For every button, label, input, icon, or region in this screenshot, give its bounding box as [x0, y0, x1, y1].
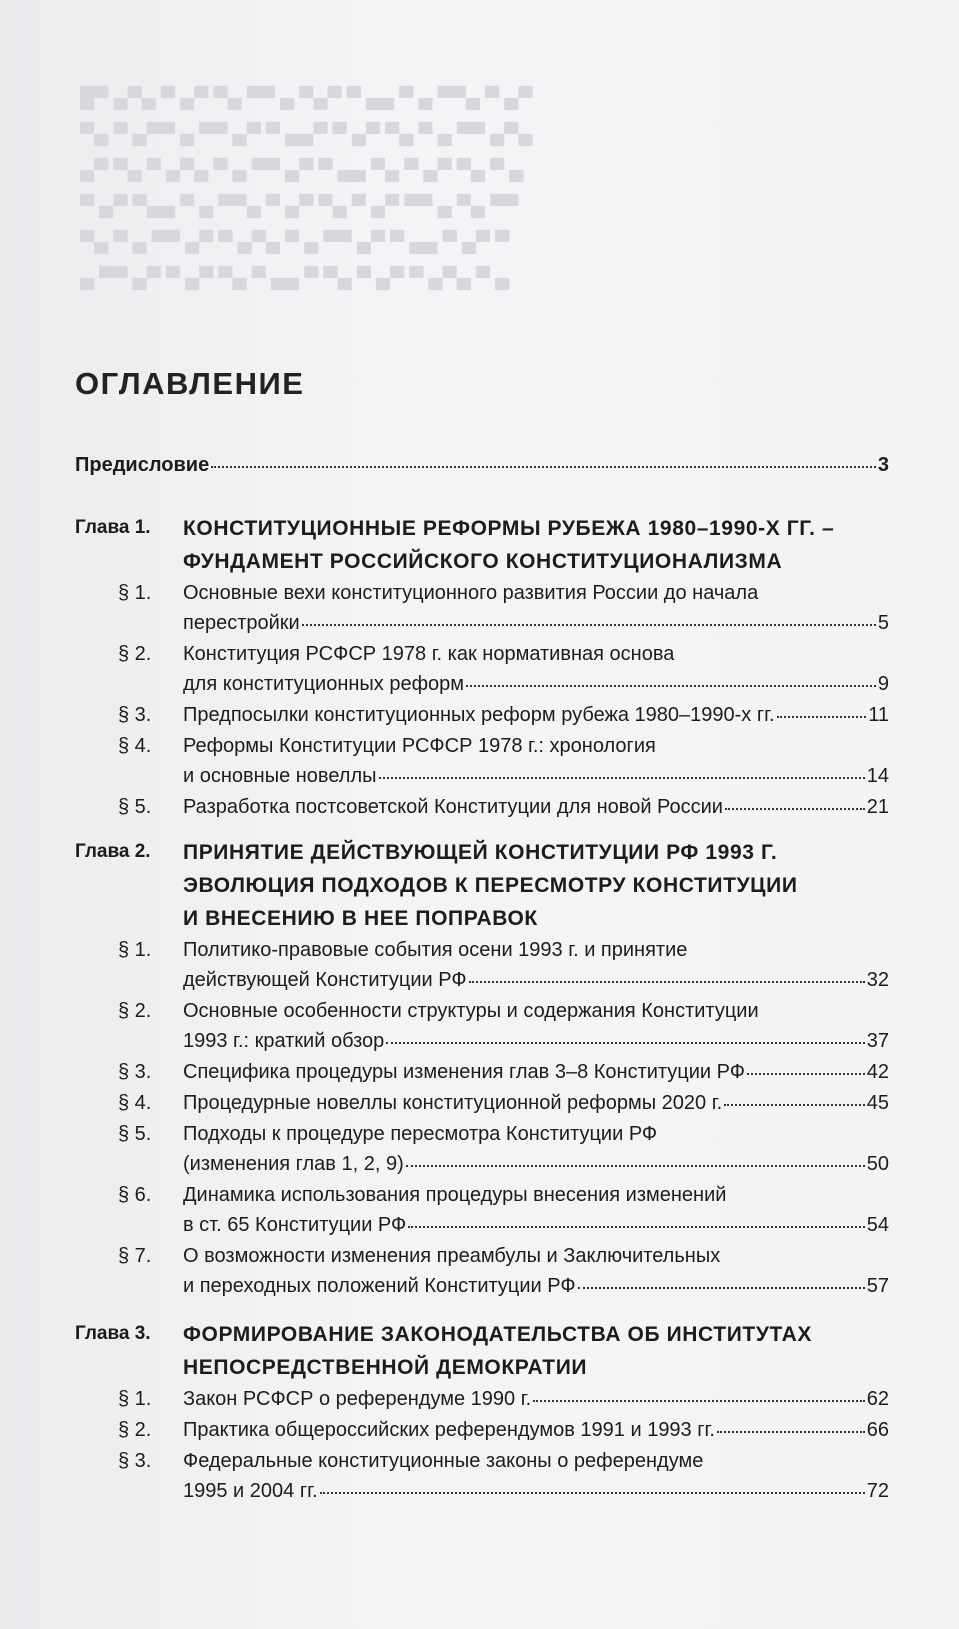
- dot-leader: [386, 1041, 864, 1044]
- chapter-title-line: ФОРМИРОВАНИЕ ЗАКОНОДАТЕЛЬСТВА ОБ ИНСТИТУТАХ: [183, 1323, 812, 1346]
- section-title-line: Политико-правовые события осени 1993 г. и принятие: [183, 939, 688, 961]
- toc-preface: [75, 454, 889, 477]
- chapter-title-line: ЭВОЛЮЦИЯ ПОДХОДОВ К ПЕРЕСМОТРУ КОНСТИТУЦИИ: [183, 874, 798, 897]
- toc-section-entry-text: Процедурные новеллы конституционной реформы 2020 г.: [183, 1092, 723, 1114]
- toc-section-entry-text: Разработка постсоветской Конституции для новой России: [183, 795, 723, 818]
- toc-section-entry: [183, 673, 889, 696]
- dot-leader: [469, 980, 865, 983]
- toc-section-entry-text: перестройки: [183, 611, 300, 634]
- dot-leader: [211, 465, 876, 468]
- chapter-label: Глава 1.: [75, 517, 151, 538]
- page-number: 45: [866, 1092, 889, 1114]
- toc-section-entry: [183, 796, 889, 819]
- toc-section-entry: [183, 1153, 889, 1176]
- section-number: § 5.: [118, 1123, 152, 1146]
- section-title-line: Конституция РСФСР 1978 г. как нормативная основа: [183, 642, 675, 665]
- toc-section-entry-text: для конституционных реформ: [183, 672, 465, 695]
- section-number: § 3.: [118, 1450, 152, 1473]
- dot-leader: [466, 684, 876, 687]
- chapter-title-line: НЕПОСРЕДСТВЕННОЙ ДЕМОКРАТИИ: [183, 1356, 588, 1379]
- section-title-line: О возможности изменения преамбулы и Заключительных: [183, 1245, 721, 1267]
- page-number: 42: [866, 1060, 889, 1083]
- toc-section-entry-text: в ст. 65 Конституции РФ: [183, 1213, 407, 1236]
- page-number: 32: [866, 968, 889, 991]
- section-number: § 5.: [118, 795, 152, 818]
- toc-section-entry: [183, 1388, 889, 1411]
- toc-section-entry-text: (изменения глав 1, 2, 9): [183, 1152, 404, 1175]
- section-title-line: Динамика использования процедуры внесения изменений: [183, 1184, 727, 1207]
- toc-section-entry-text: 1995 и 2004 гг.: [183, 1480, 318, 1503]
- page-number: 72: [866, 1480, 889, 1503]
- toc-section-entry-text: Предпосылки конституционных реформ рубежа 1980–1990-х гг.: [183, 703, 775, 726]
- section-number: § 4.: [118, 1092, 152, 1114]
- toc-section-entry-text: Закон РСФСР о референдуме 1990 г.: [183, 1388, 532, 1410]
- toc-section-entry: [183, 1275, 889, 1298]
- show-through-text: █▀ ▄▀▄ ▀ ▄▀ ▀▄ ▀▀ ▄ ▀▄▀ ▀ ▄▄ ▀ ▄ ▀▀▄ ▀ ▄▀ ▀▄ ▀ ▄▀▀ ▄ ▀▀ ▄▀ ▀ ▄▄▀ ▀ ▄▀ ▀▄ ▀ ▄ ▀▀ ▄▀▄ ▄▀ ▀▄ ▀ ▄▀▄ ▀ ▄ ▀▀ ▄▀ ▀ ▄▄ ▀▄ ▀ ▄▀ ▀▄ ▀ ▄ ▀ ▄▀ ▀▄▄ ▀ ▄ ▀▀▄ ▀ ▄▀ ▀▄ ▀ ▄▀ ▀▀ ▄ ▀▄ ▀▀ ▀▄ ▀ ▄ ▀▀ ▄▀ ▀ ▄▀▄ ▀ ▄ ▀▀ ▄▀ ▀ ▄▄ ▀ ▄▀ ▀ ▄ ▀▀ ▄▀ ▀ ▄▀ ▀▄ ▀ ▄▄ ▀ ▀▄ ▀ ▄▀ ▀ ▄▀▄ ▀ ▄: [80, 87, 533, 289]
- section-number: § 1.: [118, 939, 152, 961]
- page-number: 62: [866, 1388, 889, 1410]
- toc-section-entry: [183, 1419, 889, 1442]
- page-number: 5: [877, 611, 889, 634]
- section-number: § 3.: [118, 1060, 152, 1083]
- page-number: 57: [866, 1274, 889, 1297]
- page-number: 3: [877, 454, 889, 476]
- toc-section-entry: [183, 1030, 889, 1053]
- page-number: 50: [866, 1152, 889, 1175]
- section-number: § 1.: [118, 582, 152, 604]
- dot-leader: [379, 776, 865, 779]
- page-number: 14: [866, 764, 889, 787]
- chapter-title-line: КОНСТИТУЦИОННЫЕ РЕФОРМЫ РУБЕЖА 1980–1990-Х ГГ. –: [183, 517, 835, 540]
- toc-section-entry: [183, 765, 889, 788]
- section-number: § 2.: [118, 642, 152, 665]
- chapter-label: Глава 2.: [75, 841, 151, 862]
- chapter-title-line: ФУНДАМЕНТ РОССИЙСКОГО КОНСТИТУЦИОНАЛИЗМА: [183, 550, 783, 573]
- page-number: 66: [866, 1419, 889, 1442]
- dot-leader: [777, 715, 867, 718]
- dot-leader: [302, 623, 876, 626]
- dot-leader: [724, 1103, 865, 1106]
- section-number: § 2.: [118, 1419, 152, 1442]
- dot-leader: [408, 1225, 864, 1228]
- section-title-line: Основные вехи конституционного развития России до начала: [183, 582, 759, 604]
- section-number: § 7.: [118, 1245, 152, 1267]
- section-number: § 1.: [118, 1388, 152, 1410]
- toc-section-entry: [183, 1214, 889, 1237]
- chapter-title-line: И ВНЕСЕНИЮ В НЕЕ ПОПРАВОК: [183, 907, 538, 930]
- toc-section-entry: [183, 1092, 889, 1115]
- toc-section-entry-text: Практика общероссийских референдумов 1991 и 1993 гг.: [183, 1419, 715, 1442]
- dot-leader: [717, 1430, 865, 1433]
- chapter-title-line: ПРИНЯТИЕ ДЕЙСТВУЮЩЕЙ КОНСТИТУЦИИ РФ 1993 Г.: [183, 841, 778, 864]
- page-number: 9: [877, 672, 889, 695]
- toc-section-entry: [183, 612, 889, 635]
- page-number: 21: [866, 795, 889, 818]
- section-title-line: Федеральные конституционные законы о референдуме: [183, 1450, 704, 1473]
- page-number: 11: [868, 703, 889, 726]
- dot-leader: [406, 1164, 865, 1167]
- section-title-line: Реформы Конституции РСФСР 1978 г.: хронология: [183, 735, 656, 757]
- dot-leader: [320, 1491, 865, 1494]
- toc-preface-text: Предисловие: [75, 454, 210, 476]
- toc-section-entry-text: действующей Конституции РФ: [183, 968, 467, 991]
- toc-section-entry: [183, 704, 889, 727]
- toc-section-entry-text: и переходных положений Конституции РФ: [183, 1274, 576, 1297]
- toc-section-entry: [183, 1061, 889, 1084]
- toc-title: ОГЛАВЛЕНИЕ: [75, 366, 305, 401]
- section-title-line: Основные особенности структуры и содержания Конституции: [183, 999, 759, 1022]
- section-number: § 4.: [118, 735, 152, 757]
- toc-section-entry-text: 1993 г.: краткий обзор: [183, 1029, 385, 1052]
- toc-section-entry-text: Специфика процедуры изменения глав 3–8 Конституции РФ: [183, 1060, 745, 1083]
- section-title-line: Подходы к процедуре пересмотра Конституции РФ: [183, 1123, 658, 1146]
- dot-leader: [725, 807, 865, 810]
- dot-leader: [578, 1286, 865, 1289]
- toc-section-entry-text: и основные новеллы: [183, 764, 377, 787]
- toc-section-entry: [183, 1480, 889, 1503]
- toc-section-entry: [183, 969, 889, 992]
- page-number: 37: [866, 1029, 889, 1052]
- dot-leader: [747, 1072, 865, 1075]
- chapter-label: Глава 3.: [75, 1323, 151, 1344]
- dot-leader: [533, 1399, 865, 1402]
- page-number: 54: [866, 1213, 889, 1236]
- section-number: § 2.: [118, 999, 152, 1022]
- section-number: § 3.: [118, 703, 152, 726]
- section-number: § 6.: [118, 1184, 152, 1207]
